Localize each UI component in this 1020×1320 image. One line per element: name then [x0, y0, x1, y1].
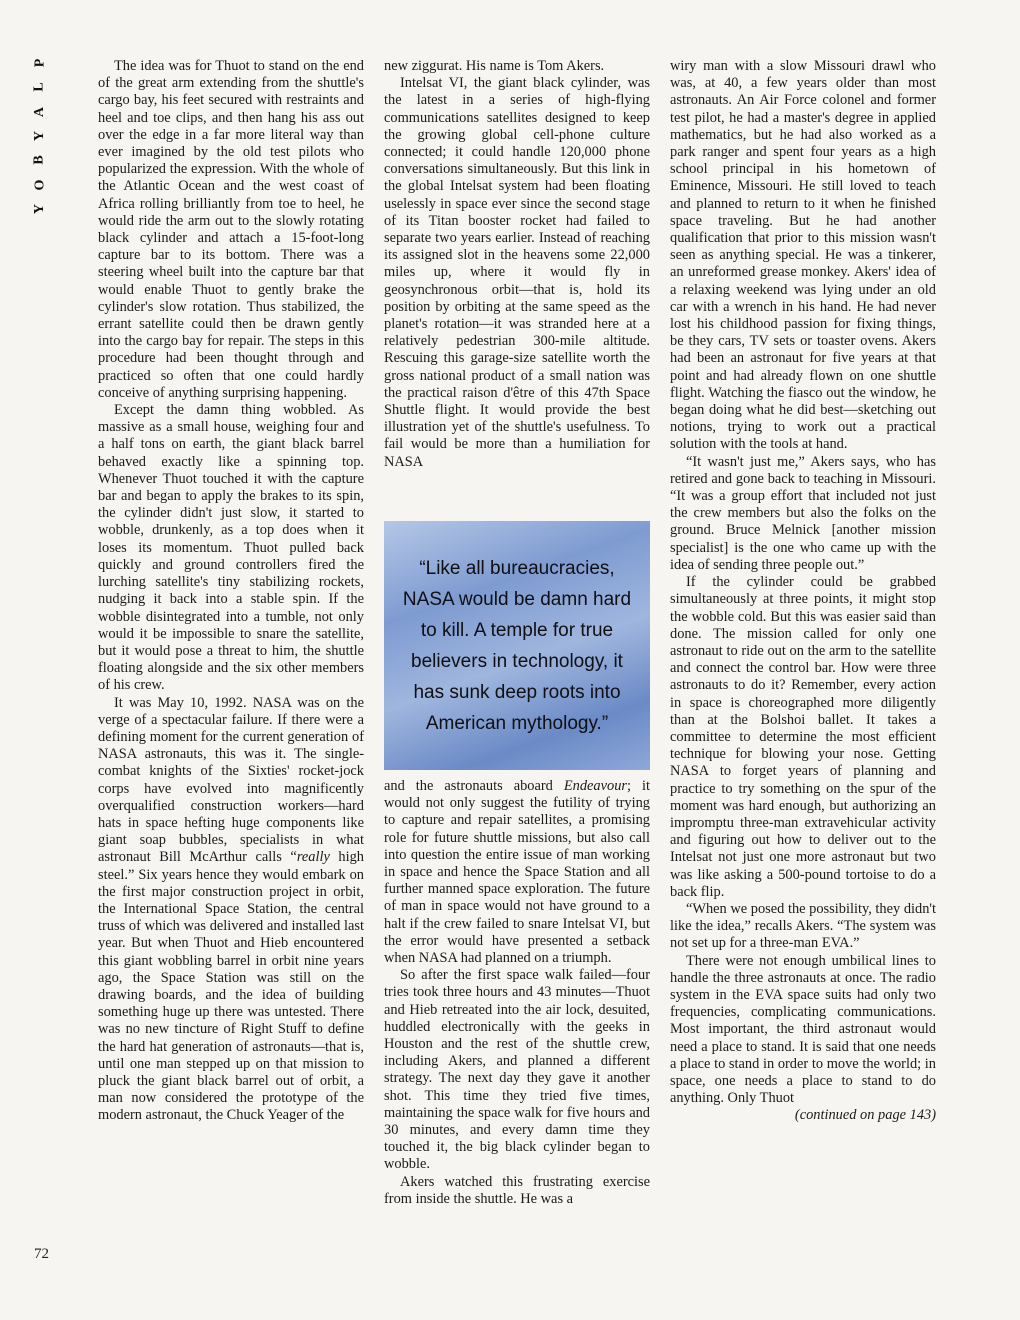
article-column-3	[670, 58, 936, 1125]
paragraph: “It wasn't just me,” Akers says, who has retired and gone back to teaching in Missouri. “It was a group effort that included not just the crew members but also the folks on the ground. Bruce Melnick [another mission specialist] is the one who came up with the idea of sending three people out.”	[670, 453, 936, 573]
article-column-2-bottom	[384, 778, 650, 1208]
paragraph: new ziggurat. His name is Tom Akers.	[384, 58, 605, 74]
text-run: It was May 10, 1992. NASA was on the verge of a spectacular failure. If there were a defining moment for the current generation of NASA astronauts, this was it. The single-combat knights of the Sixties' rocket-jock corps have evolved into magnificently overqualified construction workers—hard hats in space hefting huge components like giant soap bubbles, specialists in what astronaut Bill McArthur calls “	[98, 694, 364, 866]
paragraph: If the cylinder could be grabbed simultaneously at three points, it might stop the wobble cold. But this was easier said than done. The mission called for only one astronaut to ride out on the arm to the satellite and connect the control bar. How were three astronauts to do it? Remember, every action in space is choreographed more diligently than at the Bolshoi ballet. It takes a committee to determine the most efficient technique for blowing your nose. Getting NASA to forget years of planning and practice to try something on the spur of the moment was hard enough, but authorizing an impromptu three-man extravehicular activity and figuring out how to deliver out to the Intelsat not just one more astronaut but two was like asking a 500-pound tortoise to do a back flip.	[670, 574, 936, 900]
paragraph: wiry man with a slow Missouri drawl who was, at 40, a few years older than most astronauts. An Air Force colonel and former test pilot, he had a master's degree in applied mathematics, but he had also worked as a park ranger and spent four years as a high school principal in his hometown of Eminence, Missouri. He still loved to teach and planned to return to it when he finished space traveling. But he had another qualification that prior to this mission wasn't seen as anything special. He was a tinkerer, an unreformed grease monkey. Akers' idea of a relaxing weekend was lying under an old car with a wrench in his hand. He had never lost his childhood passion for fixing things, be they cars, TV sets or toaster ovens. Akers had been an astronaut for five years at that point and had already flown on one shuttle flight. Watching the fiasco out the window, he began doing what he did best—sketching out notions, trying to work out a practical solution with the tools at hand.	[670, 58, 936, 453]
paragraph: There were not enough umbilical lines to handle the three astronauts at once. The radio system in the EVA space suits had only two frequencies, complicating communications. Most important, the third astronaut would need a place to stand. It is said that one needs a place to stand in order to move the world; in space, one needs a place to stand to do anything. Only Thuot	[670, 952, 936, 1107]
masthead-letter: O	[31, 179, 47, 191]
masthead-letter: Y	[32, 203, 47, 215]
page-number: 72	[34, 1246, 49, 1262]
emphasis: really	[296, 849, 330, 866]
masthead-letter: Y	[32, 130, 47, 142]
masthead-letter: L	[32, 82, 47, 92]
paragraph: Except the damn thing wobbled. As massive as a small house, weighing four and a half tons on earth, the giant black barrel behaved exactly like a spinning top. Whenever Thuot touched it with the capture bar and began to apply the brakes to its spin, the cylinder didn't just slow, it started to wobble, drunkenly, as a top does when it loses its momentum. Thuot pulled back quickly and ground controllers fired the lurching satellite's tiny stabilizing rockets, nudging it back into a stable spin. If the wobble disintegrated into a tumble, not only would it be impossible to snare the satellite, but it would pose a threat to him, the shuttle floating alongside and the six other members of his crew.	[98, 402, 364, 694]
paragraph: Intelsat VI, the giant black cylinder, was the latest in a series of high-flying communications satellites designed to keep the growing global cell-phone culture connected; it could handle 120,000 phone conversations simultaneously. But this link in the global Intelsat system had been floating uselessly in space ever since the second stage of its Titan booster rocket had failed to separate two years earlier. Instead of reaching its assigned slot in the heavens some 22,000 miles up, where it would fly in geosynchronous orbit—that is, hold its position by orbiting at the same speed as the planet's rotation—it was stranded here at a relatively pedestrian 300-mile altitude. Rescuing this garage-size satellite worth the gross national product of a small nation was the practical raison d'être of this 47th Space Shuttle flight. It would provide the best illustration yet of the shuttle's usefulness. To fail would be more than a humiliation for NASA	[384, 75, 650, 470]
pull-quote	[384, 521, 650, 770]
paragraph: So after the first space walk failed—four tries took three hours and 43 minutes—Thuot and Hieb retreated into the air lock, desuited, huddled electronically with the geeks in Houston and the rest of the shuttle crew, including Akers, and planned a different strategy. The next day they gave it another shot. This time they tried five times, maintaining the space walk for five hours and 30 minutes, and every damn time they touched it, the big black cylinder began to wobble.	[384, 967, 650, 1173]
masthead-letter: P	[32, 58, 47, 68]
text-run: ; it would not only suggest the futility of trying to capture and repair satellites, a promising role for future shuttle missions, but also call into question the entire issue of man working in space and hence the Space Station and all further manned space exploration. The future of man in space would not have ground to a halt if the crew failed to snare Intelsat VI, but the error would have presented a setback when NASA had planned on a triumph.	[384, 778, 650, 967]
magazine-masthead	[20, 56, 60, 216]
continued-note: (continued on page 143)	[794, 1107, 936, 1124]
paragraph: “When we posed the possibility, they didn't like the idea,” recalls Akers. “The system was not set up for a three-man EVA.”	[670, 900, 936, 952]
paragraph: Akers watched this frustrating exercise from inside the shuttle. He was a	[384, 1173, 650, 1207]
paragraph	[384, 778, 650, 967]
article-column-2-top	[384, 58, 650, 471]
ship-name: Endeavour	[563, 778, 627, 794]
masthead-letter: A	[32, 106, 47, 117]
paragraph: The idea was for Thuot to stand on the end of the great arm extending from the shuttle's cargo bay, his feet secured with restraints and heel and toe clips, and then hang his ass out over the edge in a far more literal way than ever imagined by the old test pilots who popularized the expression. With the whole of the Atlantic Ocean and the west coast of Africa rolling brilliantly from toe to heel, he would ride the arm out to the slowly rotating black cylinder and attach a 15-foot-long capture bar to its bottom. There was a steering wheel built into the capture bar that would enable Thuot to gently brake the cylinder's slow rotation. Thus stabilized, the errant satellite could then be drawn gently into the cargo bay for repair. The steps in this procedure had been thought through and practiced so often that one could hardly conceive of anything surprising happening.	[98, 58, 364, 401]
masthead-letter: B	[32, 155, 47, 165]
text-run: and the astronauts aboard	[384, 778, 564, 794]
text-run: high steel.” Six years hence they would embark on the first major construction project in orbit, the International Space Station, the central truss of which was delivered and installed last year. But when Thuot and Hieb encountered this giant wobbling barrel in orbit nine years ago, the Space Station was still on the drawing boards, and the idea of building something huge up there was untested. There was no new tincture of Right Stuff to define the hard hat generation of astronauts—that is, until one man stepped up on that mission to pluck the giant black barrel out of orbit, a man now considered the prototype of the modern astronaut, the Chuck Yeager of the	[98, 849, 365, 1124]
article-column-1	[98, 58, 364, 1125]
paragraph	[98, 695, 364, 1125]
pull-quote-text: “Like all bureaucracies, NASA would be damn hard to kill. A temple for true believers in technology, it has sunk deep roots into American mythology.”	[402, 557, 632, 734]
